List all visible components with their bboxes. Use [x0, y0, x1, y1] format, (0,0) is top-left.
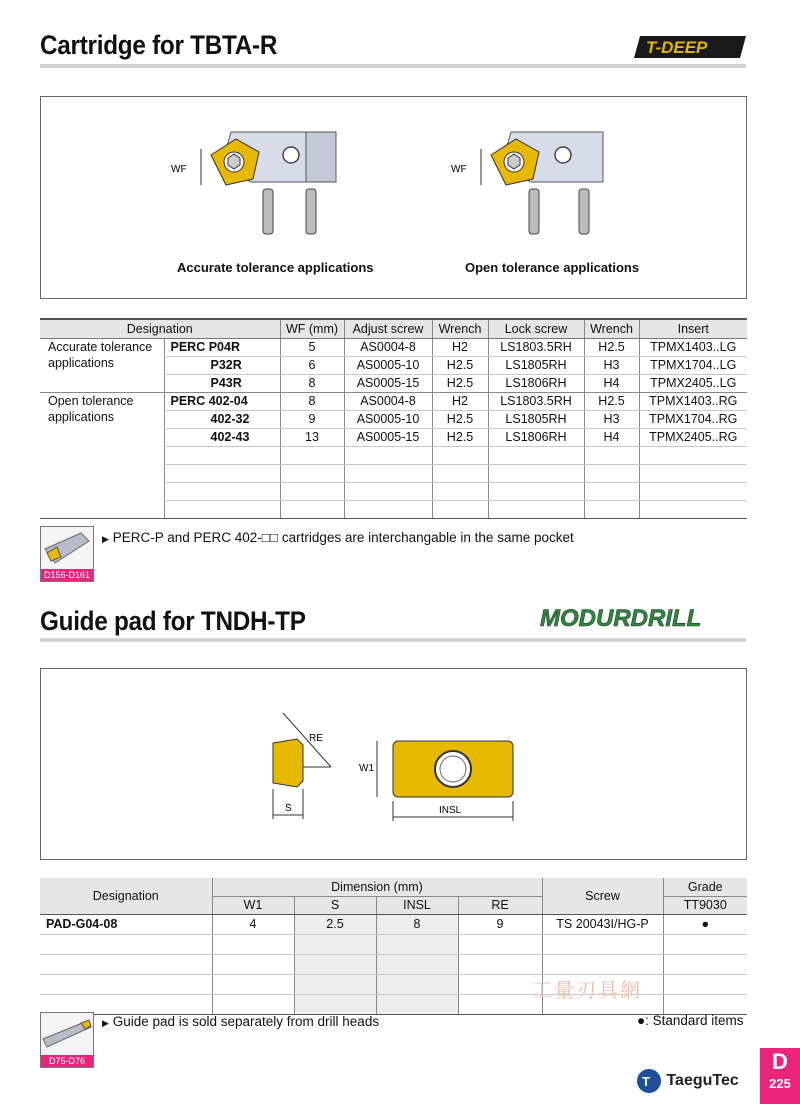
header-grade: Grade — [663, 878, 747, 896]
section-title-guide-pad: Guide pad for TNDH-TP — [40, 606, 306, 636]
wf-label-left: WF — [171, 164, 187, 175]
tdeep-logo-text: T-DEEP — [646, 38, 708, 57]
table-row: 402-43 13 AS0005-15 H2.5 LS1806RH H4 TPMX2405..RG — [40, 428, 747, 446]
table-header-row — [40, 878, 747, 896]
open-cartridge-drawing — [451, 127, 671, 247]
empty-row — [40, 934, 747, 954]
table-row: 402-32 9 AS0005-10 H2.5 LS1805RH H3 TPMX1704..RG — [40, 410, 747, 428]
header-wrench-2: Wrench — [584, 319, 639, 338]
table-row: P32R 6 AS0005-10 H2.5 LS1805RH H3 TPMX1704..LG — [40, 356, 747, 374]
page-ref-badge: D156-D161 — [41, 569, 93, 581]
empty-row — [40, 954, 747, 974]
wf-label-right: WF — [451, 164, 467, 175]
table-row: Open tolerance applications PERC 402-04 8 AS0004-8 H2 LS1803.5RH H2.5 TPMX1403..RG — [40, 392, 747, 410]
caption-accurate: Accurate tolerance applications — [177, 260, 374, 275]
application-accurate: Accurate tolerance applications — [40, 338, 164, 392]
caption-open: Open tolerance applications — [465, 260, 640, 275]
header-lock-screw: Lock screw — [488, 319, 584, 338]
table-subheader-row: W1 S INSL RE TT9030 — [40, 896, 747, 914]
standard-items-legend: ●: Standard items — [637, 1013, 744, 1028]
header-wf: WF (mm) — [280, 319, 344, 338]
cartridge-table — [40, 318, 747, 519]
taegutec-logo-icon — [636, 1068, 662, 1094]
title-rule — [40, 64, 746, 68]
table-row: Accurate tolerance applications PERC P04R 5 AS0004-8 H2 LS1803.5RH H2.5 TPMX1403..LG — [40, 338, 747, 356]
table-row: PAD-G04-08 4 2.5 8 9 TS 20043I/HG-P ● — [40, 914, 747, 934]
guide-pad-figure-frame — [40, 668, 747, 860]
chapter-tab[interactable] — [760, 1048, 800, 1104]
modurdrill-logo — [536, 604, 746, 639]
cartridge-figure-frame — [40, 96, 747, 299]
page-ref-badge-2: D75-D76 — [41, 1055, 93, 1067]
table-row: P43R 8 AS0005-15 H2.5 LS1806RH H4 TPMX2405..LG — [40, 374, 747, 392]
bullet-arrow-icon: ▶ — [102, 534, 109, 544]
table-header-row — [40, 319, 747, 338]
drill-thumbnail[interactable] — [40, 1012, 94, 1068]
application-open: Open tolerance applications — [40, 392, 164, 518]
designation-cell: PERC P04R — [164, 338, 280, 356]
taegutec-logo-text: TaeguTec — [666, 1072, 739, 1089]
header-insert: Insert — [639, 319, 747, 338]
modurdrill-logo-text: MODURDRILL — [540, 605, 702, 632]
cartridge-thumbnail[interactable] — [40, 526, 94, 582]
chapter-letter: D — [772, 1049, 788, 1074]
guide-pad-drawing — [251, 705, 591, 835]
re-label: RE — [309, 733, 323, 744]
header-designation: Designation — [40, 319, 280, 338]
guide-pad-note: ▶ Guide pad is sold separately from drill heads — [102, 1014, 380, 1029]
watermark-text: 工量刃具網 — [532, 980, 642, 1002]
tdeep-logo — [632, 34, 748, 65]
header-adjust-screw: Adjust screw — [344, 319, 432, 338]
taegutec-logo — [636, 1068, 739, 1094]
cartridge-note: ▶ PERC-P and PERC 402-□□ cartridges are interchangable in the same pocket — [102, 530, 574, 545]
w1-label: W1 — [359, 763, 374, 774]
bullet-arrow-icon: ▶ — [102, 1018, 109, 1028]
svg-text:T: T — [642, 1074, 650, 1089]
insl-label: INSL — [439, 805, 462, 816]
header-dimension: Dimension (mm) — [212, 878, 542, 896]
accurate-cartridge-drawing — [171, 127, 391, 247]
s-label: S — [285, 803, 292, 814]
title-rule-2 — [40, 638, 746, 642]
header-designation: Designation — [40, 878, 212, 914]
standard-item-mark: ● — [663, 914, 747, 934]
header-wrench: Wrench — [432, 319, 488, 338]
page-number: 225 — [769, 1076, 791, 1091]
header-screw: Screw — [542, 878, 663, 914]
section-title-cartridge: Cartridge for TBTA-R — [40, 30, 278, 60]
